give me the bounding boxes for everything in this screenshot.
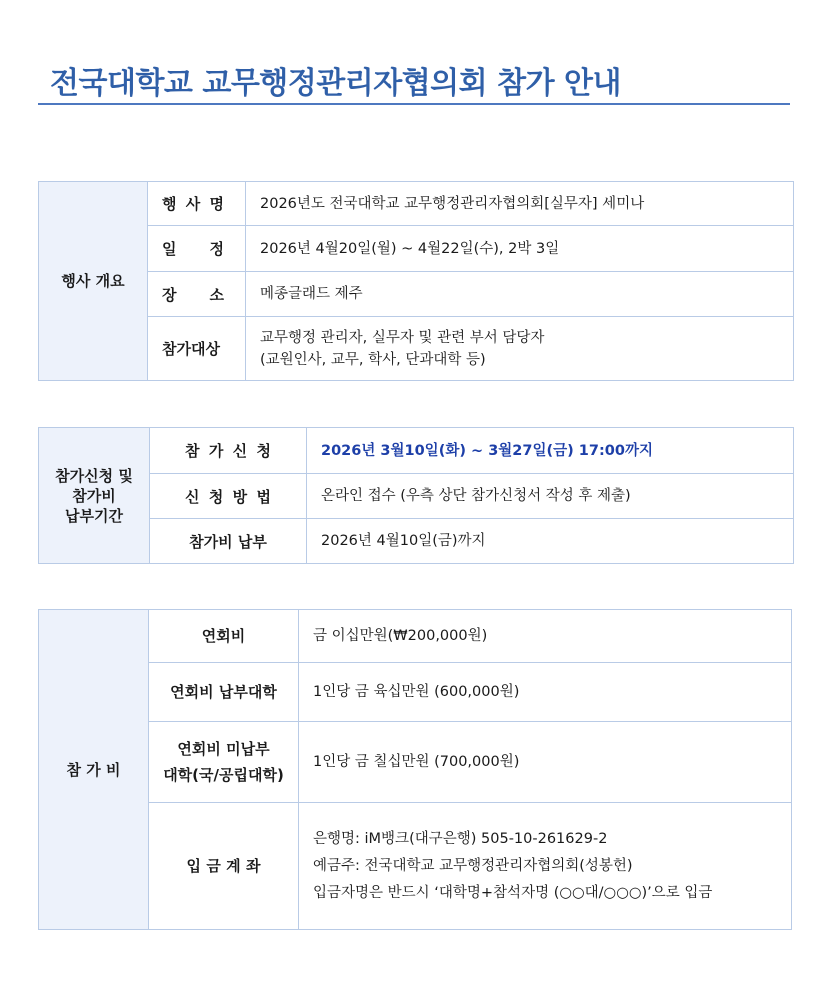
label-venue: 장 소 <box>148 272 246 317</box>
value-schedule: 2026년 4월20일(월) ~ 4월22일(수), 2박 3일 <box>246 226 794 272</box>
value-annual-fee: 금 이십만원(₩200,000원) <box>299 610 792 663</box>
title-divider <box>38 103 790 105</box>
value-target <box>246 317 794 381</box>
value-target-line2: (교원인사, 교무, 학사, 단과대학 등) <box>260 351 486 368</box>
value-unpaid-university: 1인당 금 칠십만원 (700,000원) <box>299 722 792 803</box>
label-annual-fee: 연회비 <box>149 610 299 663</box>
value-target-line1: 교무행정 관리자, 실무자 및 관련 부서 담당자 <box>260 329 545 346</box>
label-unpaid-line1: 연회비 미납부 <box>177 740 270 758</box>
registration-table <box>38 427 794 564</box>
label-payment-deadline: 참가비 납부 <box>150 519 307 564</box>
value-deposit-account <box>299 803 792 930</box>
account-holder: 예금주: 전국대학교 교무행정관리자협의회(성봉헌) <box>313 857 633 874</box>
registration-head-line3: 납부기간 <box>65 506 123 525</box>
registration-head <box>39 428 150 564</box>
label-paid-university: 연회비 납부대학 <box>149 663 299 722</box>
value-payment-deadline: 2026년 4월10일(금)까지 <box>307 519 794 564</box>
account-bank: 은행명: iM뱅크(대구은행) 505-10-261629-2 <box>313 830 608 847</box>
value-application-period: 2026년 3월10일(화) ~ 3월27일(금) 17:00까지 <box>307 428 794 474</box>
overview-head: 행사 개요 <box>39 182 148 381</box>
value-venue: 메종글래드 제주 <box>246 272 794 317</box>
label-schedule: 일 정 <box>148 226 246 272</box>
label-method: 신 청 방 법 <box>150 474 307 519</box>
registration-head-line1: 참가신청 및 <box>55 466 133 485</box>
label-application: 참 가 신 청 <box>150 428 307 474</box>
overview-table <box>38 181 794 381</box>
label-unpaid-university <box>149 722 299 803</box>
label-unpaid-line2: 대학(국/공립대학) <box>163 766 284 784</box>
fee-head: 참 가 비 <box>39 610 149 930</box>
label-event-name: 행 사 명 <box>148 182 246 226</box>
registration-head-line2: 참가비 <box>72 486 116 505</box>
account-depositor-note: 입금자명은 반드시 ‘대학명+참석자명 (○○대/○○○)’으로 입금 <box>313 884 713 901</box>
label-deposit-account: 입 금 계 좌 <box>149 803 299 930</box>
page-title: 전국대학교 교무행정관리자협의회 참가 안내 <box>50 66 621 101</box>
label-target: 참가대상 <box>148 317 246 381</box>
fee-table <box>38 609 792 930</box>
value-method: 온라인 접수 (우측 상단 참가신청서 작성 후 제출) <box>307 474 794 519</box>
value-paid-university: 1인당 금 육십만원 (600,000원) <box>299 663 792 722</box>
value-event-name: 2026년도 전국대학교 교무행정관리자협의회[실무자] 세미나 <box>246 182 794 226</box>
